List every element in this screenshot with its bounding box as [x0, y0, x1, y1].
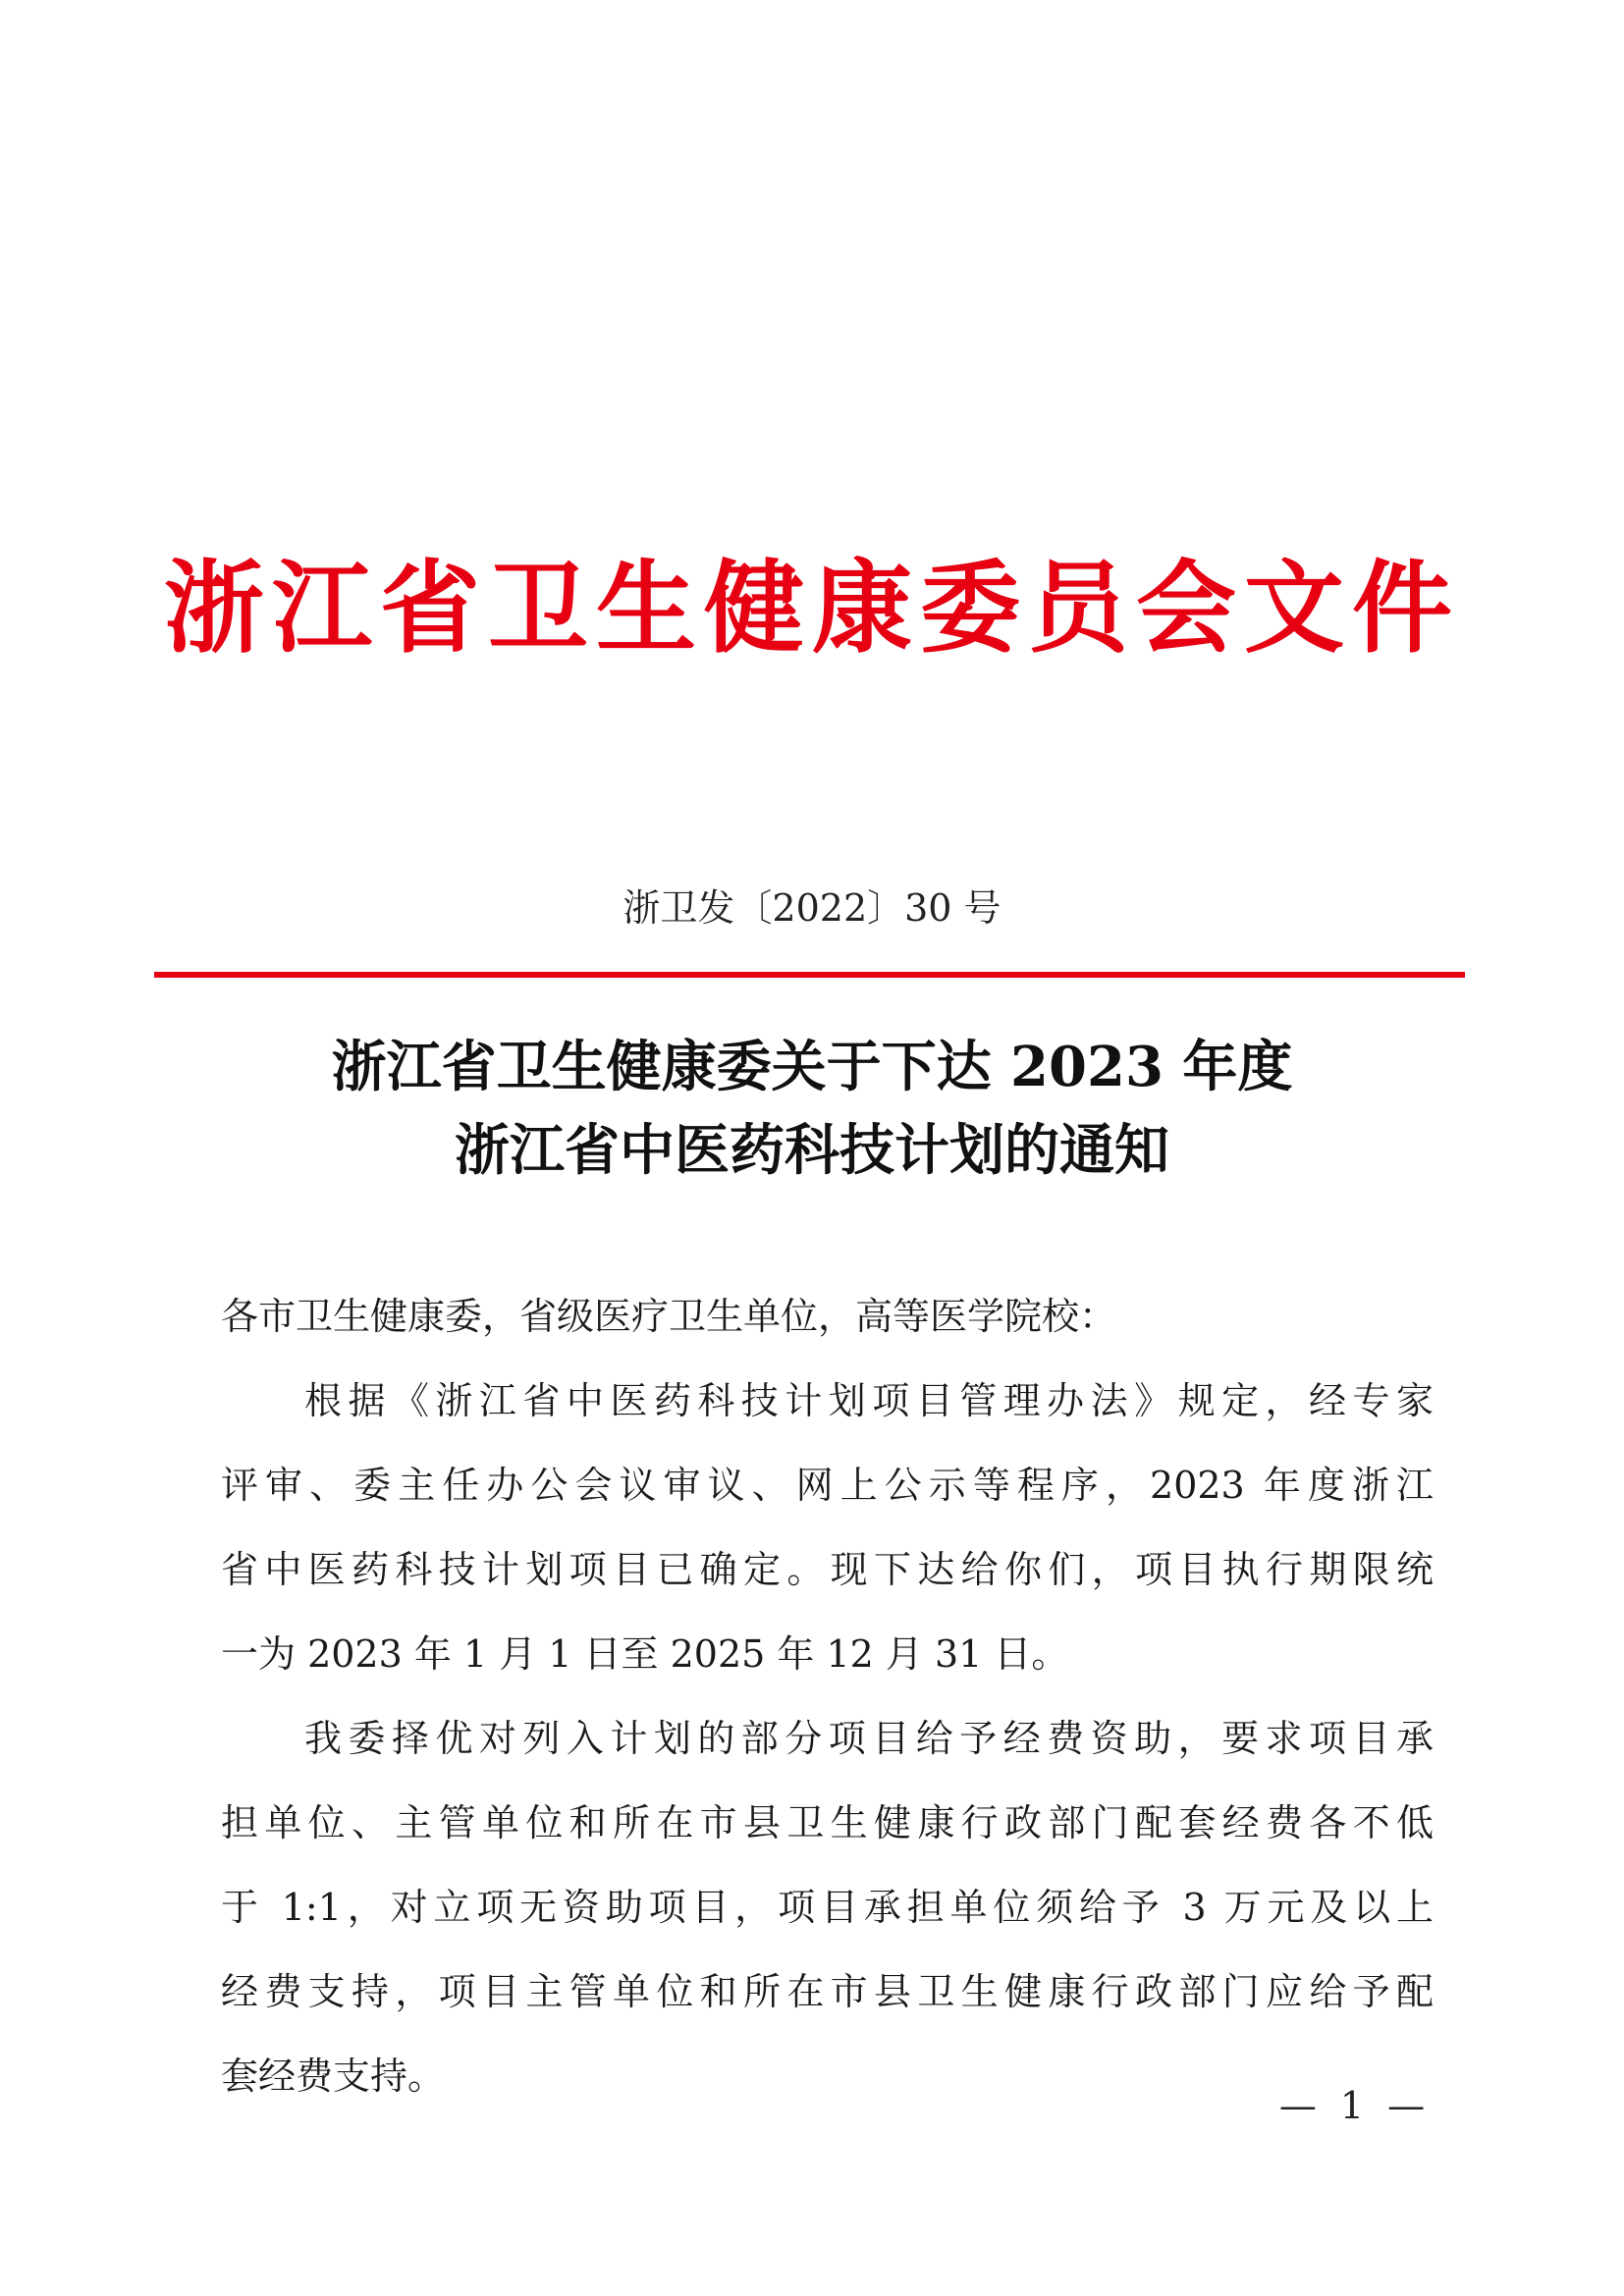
document-title-line-1: 浙江省卫生健康委关于下达 2023 年度	[331, 1035, 1293, 1099]
document-number: 浙卫发〔2022〕30 号	[623, 886, 1001, 930]
red-divider-line	[154, 972, 1465, 978]
body-line: 评审、委主任办公会议审议、网上公示等程序，2023 年度浙江	[221, 1464, 1434, 1507]
body-line: 经费支持，项目主管单位和所在市县卫生健康行政部门应给予配	[221, 1970, 1434, 2013]
page-number: — 1 —	[1278, 2084, 1432, 2127]
issuer-header-title: 浙江省卫生健康委员会文件	[164, 550, 1460, 667]
body-line: 一为 2023 年 1 月 1 日至 2025 年 12 月 31 日。	[221, 1632, 1069, 1676]
document-title-line-2: 浙江省中医药科技计划的通知	[455, 1118, 1169, 1183]
body-line: 于 1:1，对立项无资助项目，项目承担单位须给予 3 万元及以上	[221, 1886, 1434, 1929]
body-line: 担单位、主管单位和所在市县卫生健康行政部门配套经费各不低	[221, 1801, 1434, 1844]
body-line: 套经费支持。	[221, 2055, 446, 2098]
body-line: 我委择优对列入计划的部分项目给予经费资助，要求项目承	[304, 1717, 1434, 1760]
body-line: 根据《浙江省中医药科技计划项目管理办法》规定，经专家	[304, 1379, 1434, 1422]
body-line: 省中医药科技计划项目已确定。现下达给你们，项目执行期限统	[221, 1548, 1434, 1591]
salutation-line: 各市卫生健康委，省级医疗卫生单位，高等医学院校：	[221, 1295, 1117, 1338]
